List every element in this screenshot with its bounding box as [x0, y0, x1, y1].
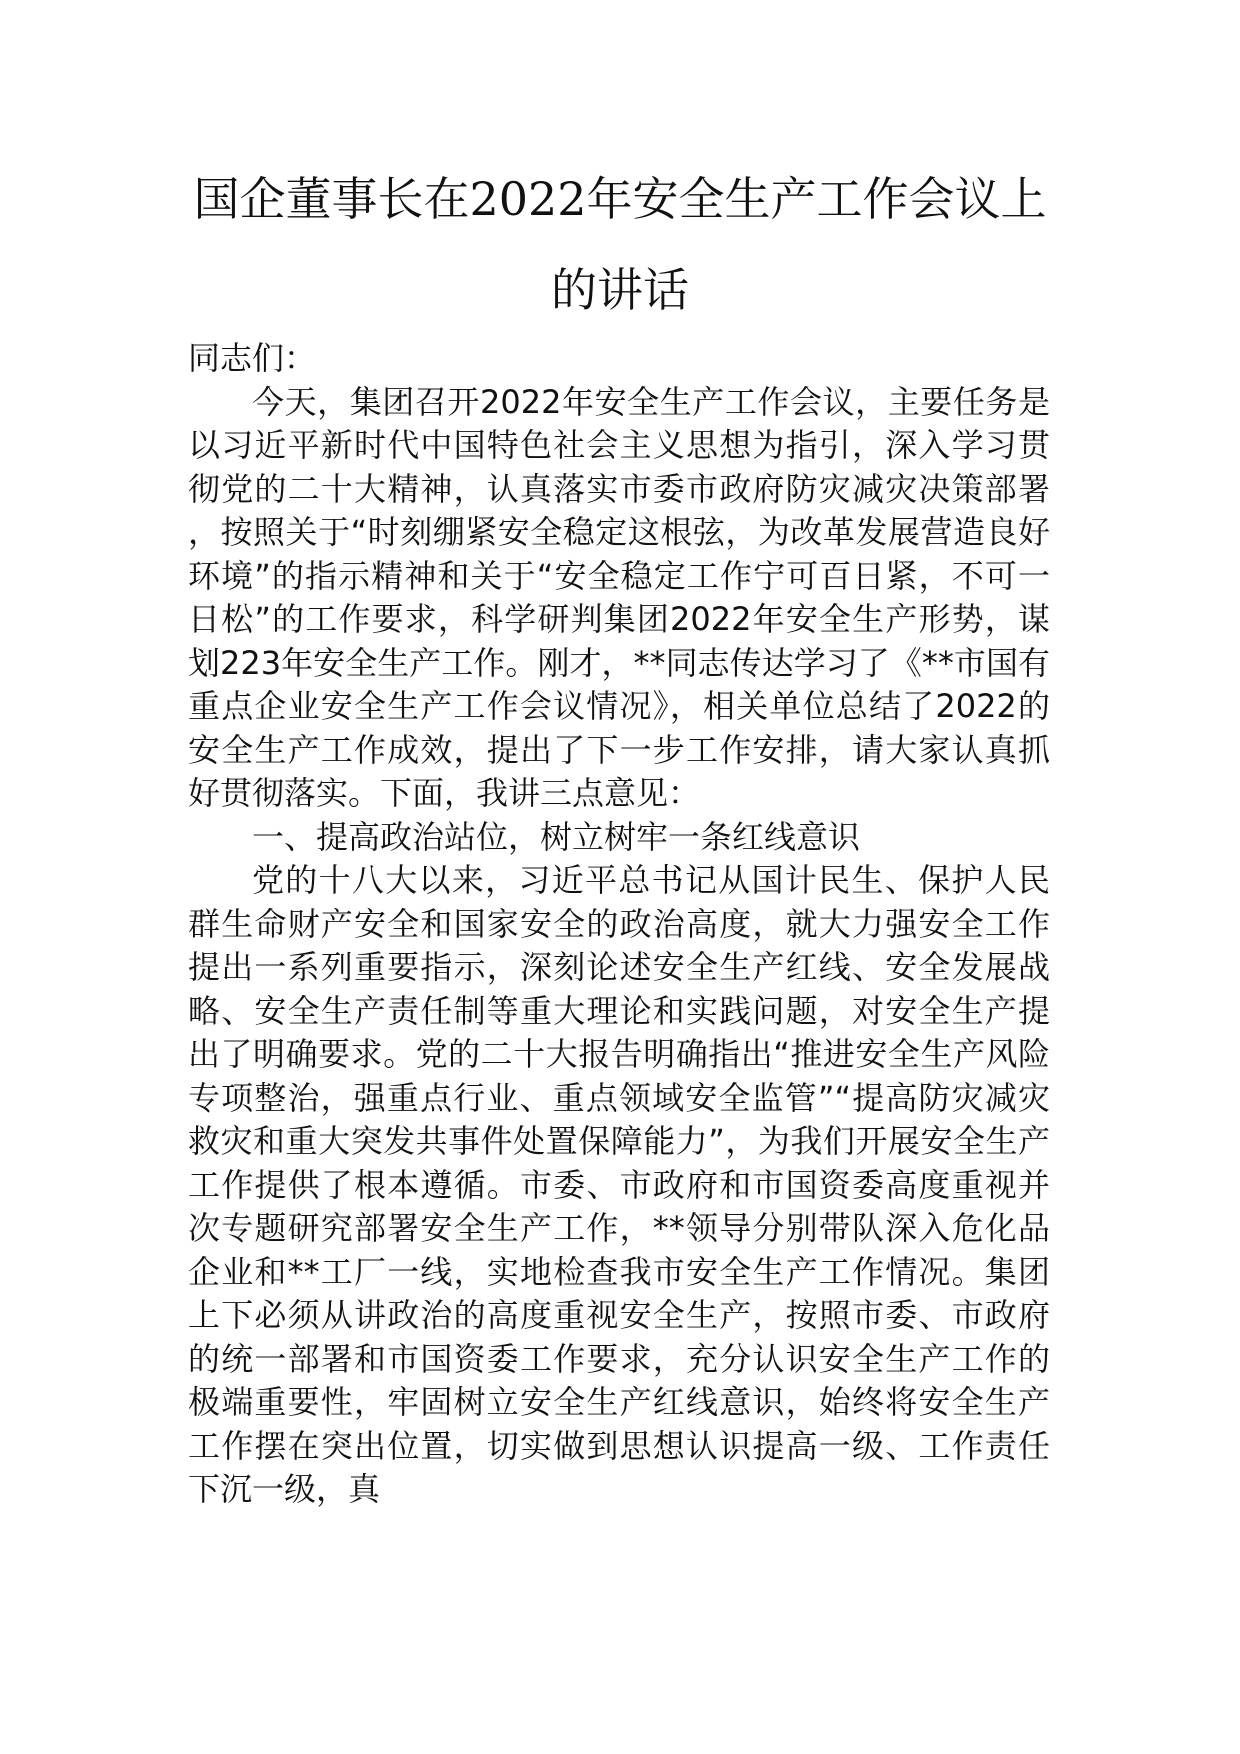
- document-title-line-2: 的讲话: [551, 263, 689, 317]
- document-title-line-1: 国企董事长在2022年安全生产工作会议上: [193, 172, 1047, 226]
- paragraph-intro: 今天，集团召开2022年安全生产工作会议，主要任务是以习近平新时代中国特色社会主义思想为指引，深入学习贯彻党的二十大精神，认真落实市委市政府防灾减灾决策部署，按照关于“时刻绷紧安全稳定这根弦，为改革发展营造良好环境”的指示精神和关于“安全稳定工作宁可百日紧，不可一日松”的工作要求，科学研判集团2022年安全生产形势，谋划223年安全生产工作。刚才，**同志传达学习了《**市国有重点企业安全生产工作会议情况》，相关单位总结了2022的安全生产工作成效，提出了下一步工作安排，请大家认真抓好贯彻落实。下面，我讲三点意见：: [188, 382, 1050, 812]
- section-heading-1: 一、提高政治站位，树立树牢一条红线意识: [252, 817, 861, 856]
- salutation: 同志们：: [188, 339, 317, 377]
- paragraph-section-1: 党的十八大以来，习近平总书记从国计民生、保护人民群生命财产安全和国家安全的政治高度，就大力强安全工作提出一系列重要指示，深刻论述安全生产红线、安全发展战略、安全生产责任制等重大理论和实践问题，对安全生产提出了明确要求。党的二十大报告明确指出“推进安全生产风险专项整治，强重点行业、重点领域安全监管”“提高防灾减灾救灾和重大突发共事件处置保障能力”，为我们开展安全生产工作提供了根本遵循。市委、市政府和市国资委高度重视并次专题研究部署安全生产工作，**领导分别带队深入危化品企业和**工厂一线，实地检查我市安全生产工作情况。集团上下必须从讲政治的高度重视安全生产，按照市委、市政府的统一部署和市国资委工作要求，充分认识安全生产工作的极端重要性，牢固树立安全生产红线意识，始终将安全生产工作摆在突出位置，切实做到思想认识提高一级、工作责任下沉一级，真: [188, 861, 1050, 1508]
- document-body: [188, 337, 1050, 1512]
